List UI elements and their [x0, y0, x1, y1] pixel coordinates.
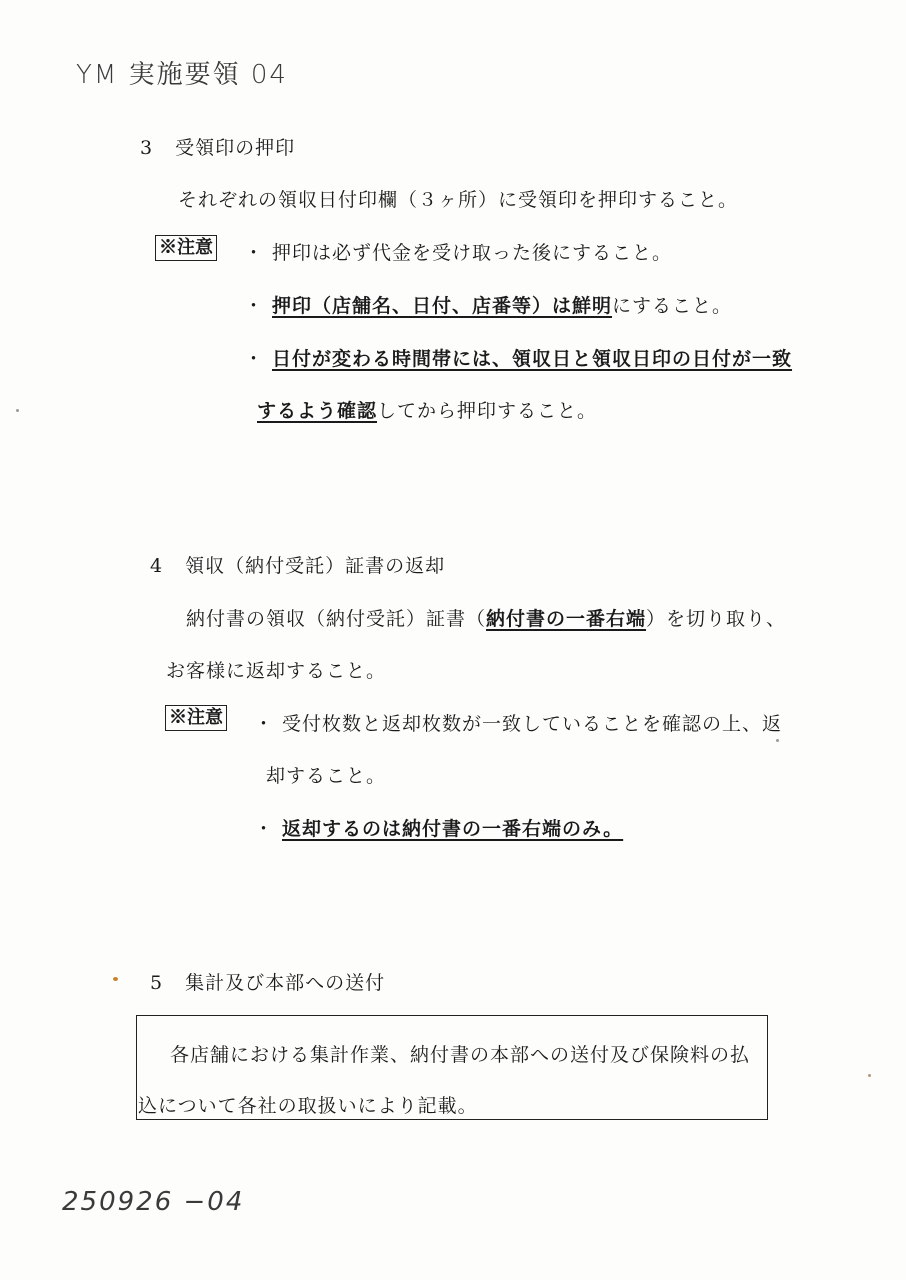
section-3-note-label: ※注意: [155, 235, 217, 261]
handwritten-header-note: YM 実施要領 04: [76, 60, 288, 90]
section-3-bullet-3: ・ 日付が変わる時間帯には、領収日と領収日印の日付が一致: [244, 348, 793, 370]
section-4-body-line-1: 納付書の領収（納付受託）証書（納付書の一番右端）を切り取り、: [186, 608, 787, 630]
section-5-title: 集計及び本部への送付: [185, 972, 386, 994]
section-3-heading: [140, 133, 295, 160]
section-4-number: 4: [150, 555, 164, 577]
section-4-title: 領収（納付受託）証書の返却: [185, 555, 446, 577]
section-3-bullet-2: ・ 押印（店舗名、日付、店番等）は鮮明にすること。: [244, 295, 733, 317]
scan-speck: [113, 977, 118, 981]
section-5-heading: [150, 968, 385, 995]
section-5-box-line-1: 各店舗における集計作業、納付書の本部への送付及び保険料の払: [170, 1044, 751, 1066]
section-3-bullet-3-continued: するよう確認してから押印すること。: [257, 400, 598, 422]
scan-speck: [16, 409, 19, 412]
section-4-heading: [150, 551, 445, 578]
section-4-bullet-1-continued: 却すること。: [266, 765, 387, 787]
scan-speck: [868, 1074, 871, 1077]
section-3-body: それぞれの領収日付印欄（３ヶ所）に受領印を押印すること。: [178, 189, 739, 211]
section-5-box-line-2: 込について各社の取扱いにより記載。: [138, 1095, 478, 1117]
section-3-number: 3: [140, 137, 154, 159]
handwritten-footer-note: 250926 −04: [62, 1187, 245, 1217]
section-4-bullet-1: ・ 受付枚数と返却枚数が一致していることを確認の上、返: [254, 713, 783, 735]
section-4-note-label: ※注意: [165, 705, 227, 731]
section-3-title: 受領印の押印: [175, 137, 296, 159]
section-4-body-line-2: お客様に返却すること。: [166, 660, 387, 682]
section-5-number: 5: [150, 972, 164, 994]
scan-speck: [776, 739, 779, 742]
section-3-bullet-1: ・ 押印は必ず代金を受け取った後にすること。: [244, 242, 673, 264]
section-4-bullet-2: ・ 返却するのは納付書の一番右端のみ。: [254, 818, 624, 840]
